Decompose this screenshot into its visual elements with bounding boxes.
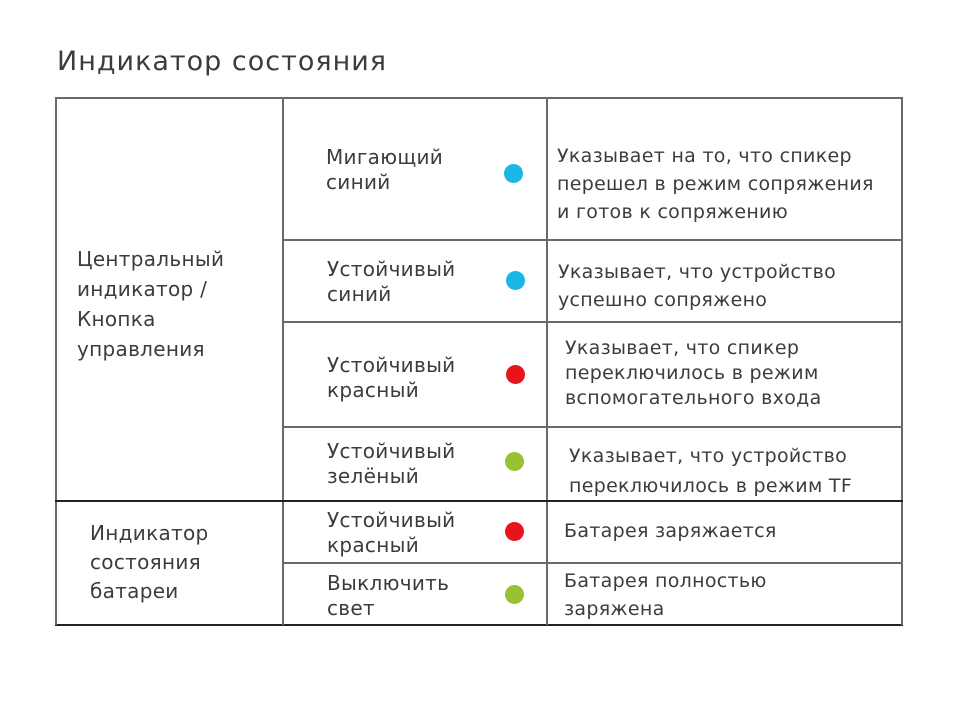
table-border-bottom: [55, 624, 903, 626]
indicator-dot-green: [505, 452, 524, 471]
state-description: Батарея заряжается: [564, 520, 777, 542]
table-border-left: [55, 97, 57, 625]
state-description: Указывает, что спикер переключилось в режим вспомогательного входа: [565, 337, 822, 409]
state-description: Указывает, что устройство успешно сопряжено: [558, 261, 837, 311]
state-label: Устойчивый синий: [327, 257, 456, 306]
state-label: Устойчивый красный: [327, 508, 456, 557]
table-border-top: [55, 97, 903, 99]
state-label: Выключить свет: [327, 571, 450, 620]
indicator-dot-blue: [506, 271, 525, 290]
page-title: Индикатор состояния: [57, 46, 388, 77]
group-label-central: Центральный индикатор / Кнопка управления: [77, 247, 225, 361]
group-label-battery: Индикатор состояния батареи: [90, 521, 209, 603]
table-border-right: [901, 97, 903, 625]
state-description: Указывает, что устройство переключилось в режим TF: [569, 445, 853, 497]
table-divider-col1: [282, 97, 284, 625]
state-label: Мигающий синий: [326, 145, 444, 194]
indicator-dot-red: [505, 522, 524, 541]
row-divider-1: [282, 239, 903, 241]
table-divider-col2: [546, 97, 548, 625]
state-description: Батарея полностью заряжена: [564, 570, 767, 620]
indicator-dot-green: [505, 585, 524, 604]
state-description: Указывает на то, что спикер перешел в режим сопряжения и готов к сопряжению: [557, 145, 874, 223]
row-divider-5: [282, 562, 903, 564]
status-table: [55, 97, 903, 625]
indicator-dot-blue: [504, 164, 523, 183]
row-divider-2: [282, 321, 903, 323]
state-label: Устойчивый красный: [327, 353, 456, 402]
indicator-dot-red: [506, 365, 525, 384]
state-label: Устойчивый зелёный: [327, 439, 456, 488]
row-divider-3: [282, 426, 903, 428]
